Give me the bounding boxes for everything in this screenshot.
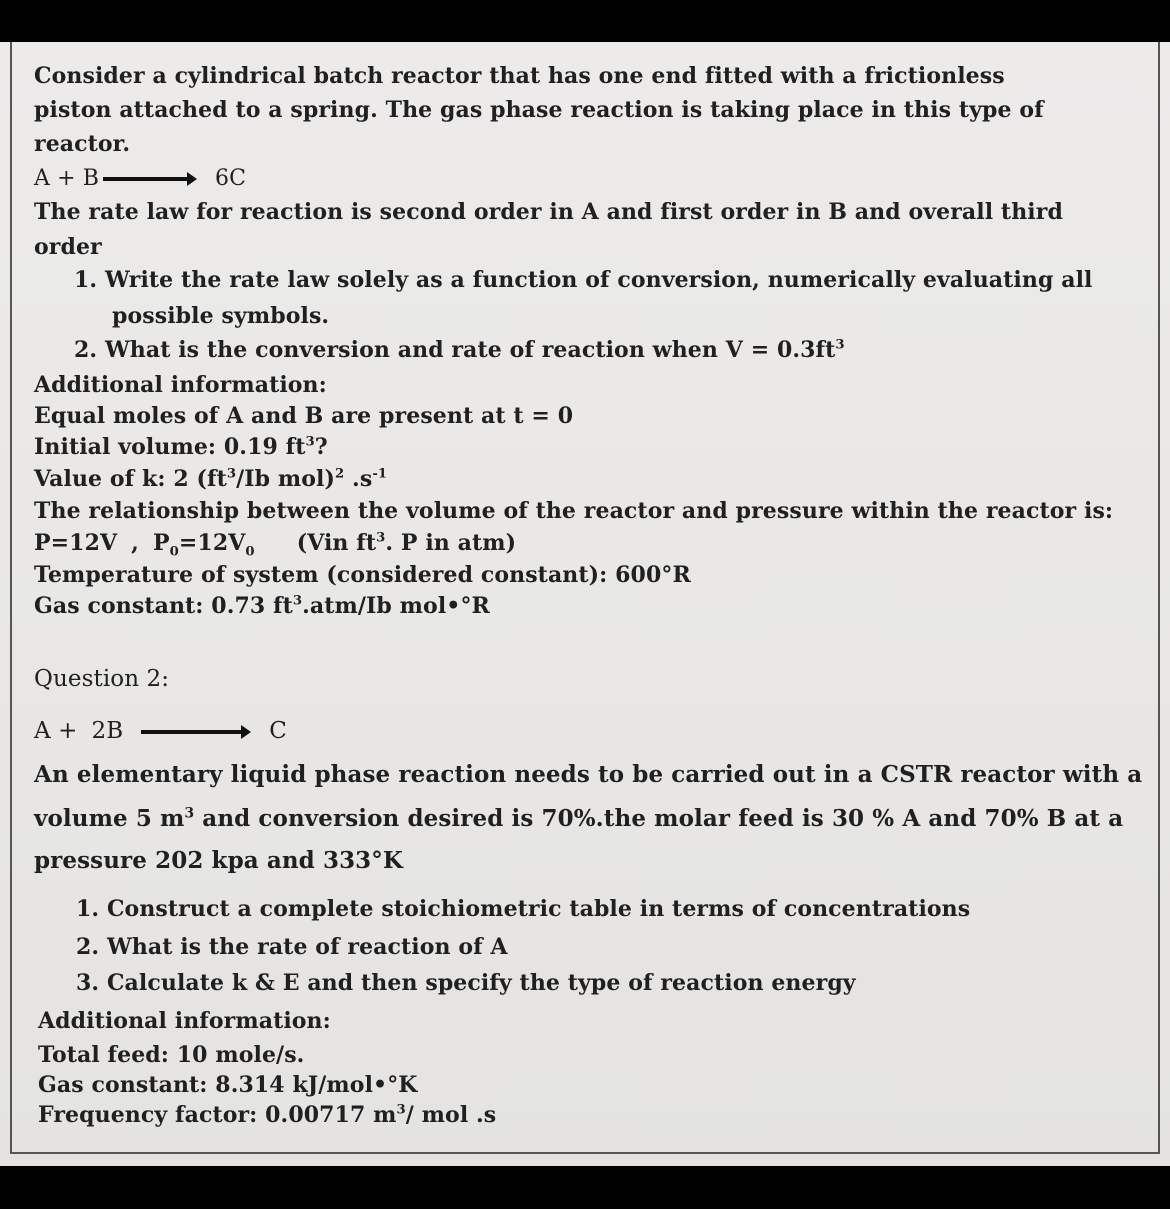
q2-description-line-3: pressure 202 kpa and 333°K <box>34 847 403 874</box>
q1-reaction-equation <box>34 166 246 192</box>
q1-task-1-number: 1. <box>74 267 98 293</box>
q1-rate-line-1: The rate law for reaction is second order in A and first order in B and overall third <box>34 199 1063 225</box>
q1-task-2-text: What is the conversion and rate of reaction when V = 0.3ft <box>104 337 836 363</box>
q1-k-value: Value of k: 2 ($ft^3/Ib$ mol)$^2$ $.s^{-1}$ <box>34 466 388 492</box>
q1-intro-line-3: reactor. <box>34 131 131 157</box>
q1-gas-constant: Gas constant: 0.73 $ft^3.atm/Ib$ mol•°R <box>34 593 490 619</box>
reaction-arrow-icon <box>141 730 245 734</box>
q2-description-line-2: volume 5 $m^3$ and conversion desired is 70%.the molar feed is 30 % A and 70% B at a <box>34 805 1124 832</box>
q1-rate-line-2: order <box>34 234 102 260</box>
q1-additional-info-label: Additional information: <box>34 372 327 398</box>
q2-reaction-equation: A + 2B C <box>34 718 287 744</box>
q1-reactants: A + B <box>34 166 99 191</box>
q2-additional-info-label: Additional information: <box>38 1008 331 1034</box>
q2-task-3: 3. Calculate k & E and then specify the type of reaction energy <box>76 970 856 996</box>
q1-product: 6C <box>214 166 247 191</box>
q1-task-1 <box>74 267 1093 293</box>
q1-intro-line-1: Consider a cylindrical batch reactor that has one end fitted with a frictionless <box>34 63 1005 89</box>
paper-sheet <box>0 42 1170 1166</box>
q1-initial-volume: Initial volume: 0.19 $ft^3$? <box>34 434 328 460</box>
q2-description-line-1: An elementary liquid phase reaction needs to be carried out in a CSTR reactor with a <box>34 761 1143 788</box>
q1-relationship: The relationship between the volume of the reactor and pressure within the reactor is: <box>34 498 1114 524</box>
q2-frequency-factor: Frequency factor: 0.00717 $m^3/$ mol .s <box>38 1102 497 1128</box>
q2-total-feed: Total feed: 10 mole/s. <box>38 1042 305 1068</box>
q1-pressure-volume: P=12V , $P_0=12V_0$ (Vin $ft^3$. P in atm) <box>34 530 517 560</box>
q2-task-2: 2. What is the rate of reaction of A <box>76 934 508 960</box>
q1-task-2-number: 2. <box>74 337 98 363</box>
reaction-arrow-icon <box>103 177 191 181</box>
q2-task-1: 1. Construct a complete stoichiometric table in terms of concentrations <box>76 896 971 922</box>
q2-gas-constant: Gas constant: 8.314 kJ/mol•°K <box>38 1072 418 1098</box>
q2-heading: Question 2: <box>34 666 170 692</box>
q1-equal-moles: Equal moles of A and B are present at t = 0 <box>34 403 574 429</box>
q1-pv-units: (Vin ft <box>296 530 377 556</box>
q1-intro-line-2: piston attached to a spring. The gas phase reaction is taking place in this type of <box>34 97 1044 123</box>
q1-task-1-text: Write the rate law solely as a function of conversion, numerically evaluating all <box>104 267 1093 293</box>
q1-temperature: Temperature of system (considered constant): 600°R <box>34 562 691 588</box>
q1-task-2: 2. What is the conversion and rate of reaction when $V = 0.3ft^3$ <box>74 337 845 363</box>
q1-task-1-continued: possible symbols. <box>112 303 330 329</box>
